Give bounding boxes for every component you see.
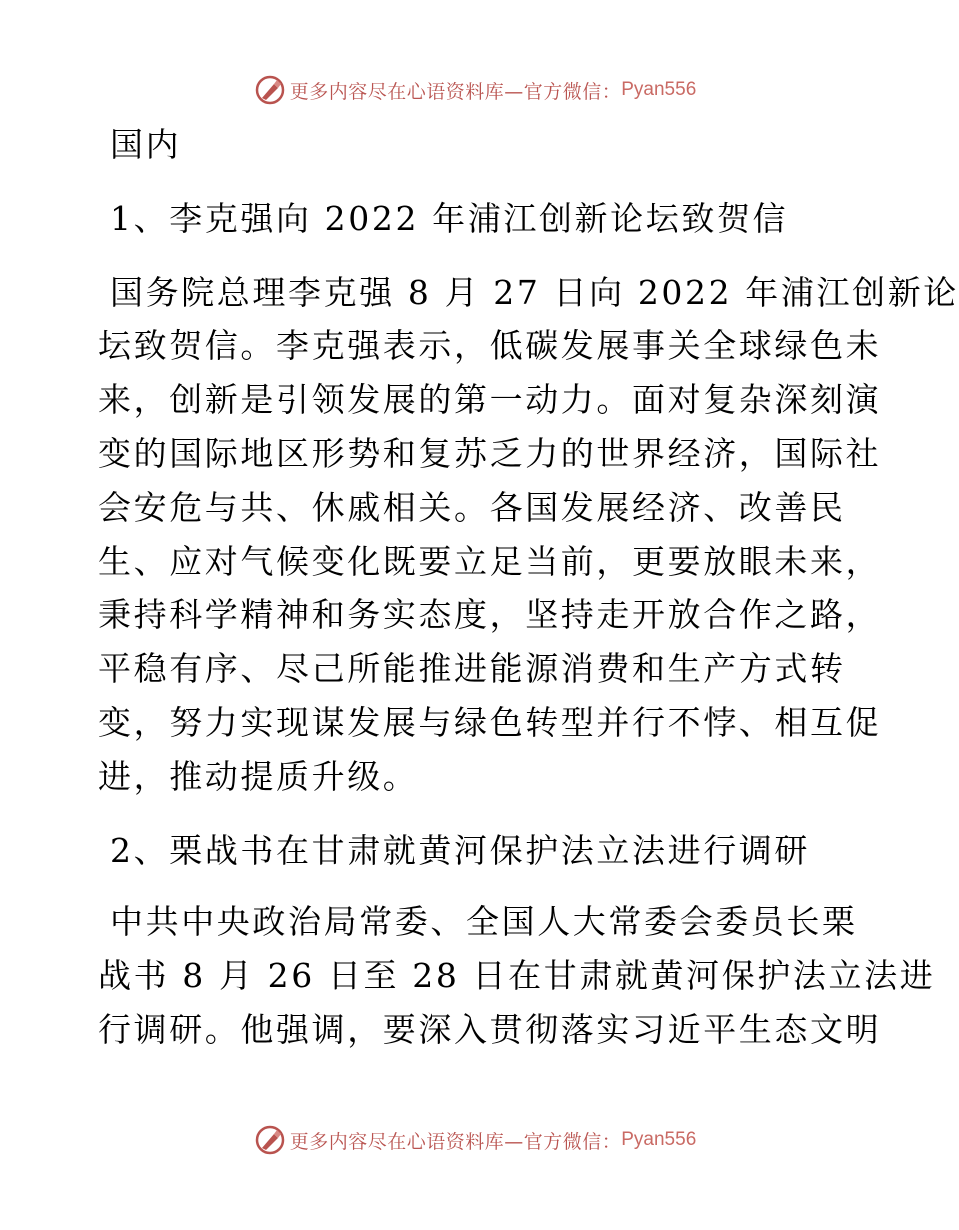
watermark-text: 更多内容尽在心语资料库—官方微信： [289,80,622,103]
pen-logo-icon [254,74,286,106]
paragraph-line: 平稳有序、尽己所能推进能源消费和生产方式转 [98,649,846,689]
watermark-footer [0,1120,950,1160]
paragraph-line: 秉持科学精神和务实态度，坚持走开放合作之路， [98,595,882,635]
paragraph-line: 中共中央政治局常委、全国人大常委会委员长栗 [110,902,858,942]
paragraph-line: 来，创新是引领发展的第一动力。面对复杂深刻演 [98,380,882,420]
paragraph-line: 国务院总理李克强 8 月 27 日向 2022 年浦江创新论 [110,272,959,312]
item2-title: 2、栗战书在甘肃就黄河保护法立法进行调研 [110,830,810,870]
watermark-wechat-id: Pyan556 [621,1129,697,1150]
paragraph-line: 坛致贺信。李克强表示，低碳发展事关全球绿色未 [98,326,882,366]
paragraph-line: 行调研。他强调，要深入贯彻落实习近平生态文明 [98,1009,882,1049]
item1-paragraph [98,266,959,804]
paragraph-line: 变的国际地区形势和复苏乏力的世界经济，国际社 [98,433,882,473]
item2-paragraph [98,895,936,1056]
paragraph-line: 进，推动提质升级。 [98,756,419,796]
watermark-text: 更多内容尽在心语资料库—官方微信： [289,1130,622,1153]
paragraph-line: 会安危与共、休戚相关。各国发展经济、改善民 [98,487,846,527]
watermark-header [0,70,950,110]
document-body [98,118,959,1057]
pen-logo-icon [254,1124,286,1156]
section-heading-domestic: 国内 [110,125,182,164]
watermark-wechat-id: Pyan556 [621,79,697,100]
paragraph-line: 生、应对气候变化既要立足当前，更要放眼未来， [98,541,882,581]
paragraph-line: 变，努力实现谋发展与绿色转型并行不悖、相互促 [98,702,882,742]
item1-title: 1、李克强向 2022 年浦江创新论坛致贺信 [110,198,789,238]
paragraph-line: 战书 8 月 26 日至 28 日在甘肃就黄河保护法立法进 [98,956,936,996]
